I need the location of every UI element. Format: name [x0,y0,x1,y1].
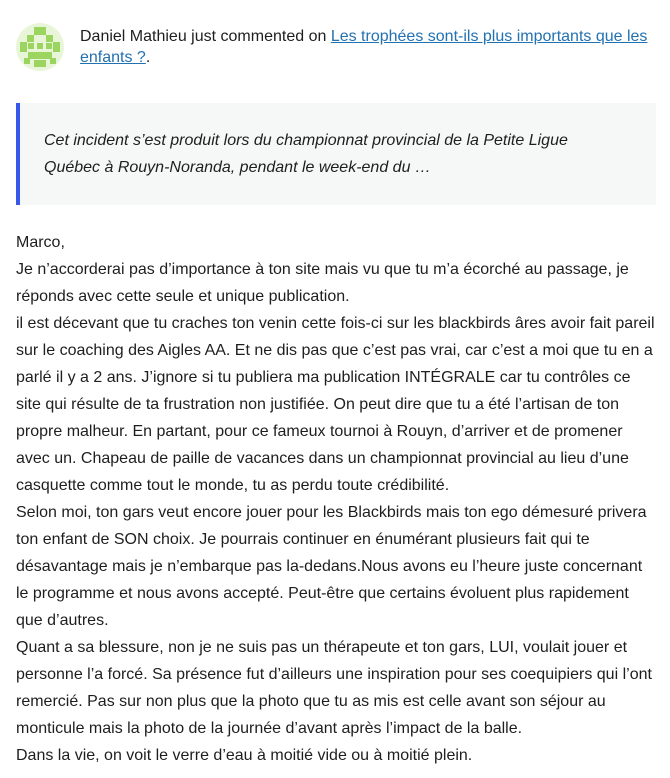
notification-action: just commented on [186,28,331,45]
comment-paragraph: Selon moi, ton gars veut encore jouer pour les Blackbirds mais ton ego démesuré privera ton enfant de SON choix. Je pourrais continuer en énumérant plusieurs fait qui te désavantage mais je n’embarque pas la-dedans.Nous avons eu l’heure juste concernant le programme et nous avons accepté. Peut-être que certains évoluent plus rapidement que d’autres. [16,504,647,629]
notification-header [16,23,656,71]
identicon-avatar-icon [16,23,64,71]
comment-paragraph: Quant a sa blessure, non je ne suis pas un thérapeute et ton gars, LUI, voulait jouer et personne l’a forcé. Sa présence fut d’ailleurs une inspiration pour ses coequipiers qui l’ont remercié. Pas sur non plus que la photo que tu as mis est celle avant son séjour au monticule mais la photo de la journée d’avant après l’impact de la balle. [16,639,652,737]
quote-line-1: Cet incident s’est produit lors du championnat provincial de la Petite Ligue [44,132,568,149]
avatar-pattern-block [37,43,43,49]
notification-text [80,26,656,68]
avatar-pattern-block [53,42,60,52]
avatar-pattern-block [28,43,34,49]
comment-paragraph: il est décevant que tu craches ton venin cette fois-ci sur les blackbirds âres avoir fait pareil sur le coaching des Aigles AA. Et ne dis pas que c’est pas vrai, car c’est a moi que tu en a parlé il y a 2 ans. J’ignore si tu publiera ma publication INTÉGRALE car tu contrôles ce site qui résulte de ta frustration non justifiée. On peut dire que tu a été l’artisan de ton propre malheur. En partant, pour ce fameux tournoi à Rouyn, d’arriver et de promener avec un. Chapeau de paille de vacances dans un championnat provincial au lieu d’une casquette comme tout le monde, tu as perdu toute crédibilité. [16,315,655,494]
comment-author: Daniel Mathieu [80,28,187,45]
comment-greeting: Marco, [16,234,65,251]
post-link[interactable]: Les trophées sont-ils plus importants que les enfants ? [80,28,648,66]
notification-period: . [145,49,151,66]
avatar-pattern-block [27,35,34,42]
avatar-pattern-block [46,35,53,42]
avatar-pattern-block [50,58,56,64]
avatar-pattern-block [20,42,27,52]
avatar-pattern-block [46,43,52,49]
avatar-pattern-block [34,27,46,35]
comment-paragraph: Je n’accorderai pas d’importance à ton site mais vu que tu m’a écorché au passage, je réponds avec cette seule et unique publication. [16,261,629,305]
quote-line-2: Québec à Rouyn-Noranda, pendant le week-end du … [44,159,431,176]
comment-paragraph: Dans la vie, on voit le verre d’eau à moitié vide ou à moitié plein. [16,747,473,764]
avatar [16,23,64,71]
avatar-pattern-block [24,58,30,64]
comment-body [16,229,658,769]
avatar-pattern-block [34,60,46,67]
post-excerpt-quote [16,103,656,205]
avatar-pattern-block [28,52,52,59]
